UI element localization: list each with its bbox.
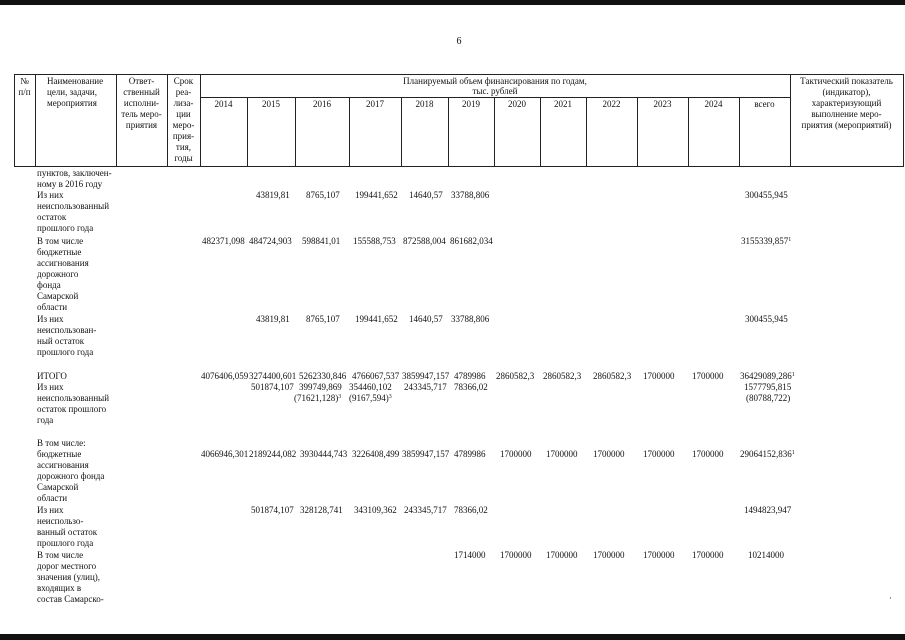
year-header: 2021 <box>554 99 572 109</box>
cell-2017: 3226408,499 <box>352 449 400 459</box>
cell-total: 10214000 <box>748 550 784 560</box>
cell-2019: 33788,806 <box>451 190 490 200</box>
col-header-funding-unit: тыс. рублей <box>472 86 518 96</box>
cell-2018: 3859947,157 <box>402 371 450 381</box>
cell-total: 29064152,836$^1$ <box>740 449 795 459</box>
row-label: Из них неиспользованный остаток прошлого года <box>37 190 110 233</box>
row-label-total: ИТОГО <box>37 371 67 381</box>
footnote-marker: 1 <box>788 237 792 243</box>
cell-2019: 1714000 <box>454 550 486 560</box>
col-header-name: Наименование цели, задачи, мероприятия <box>47 76 104 108</box>
cell-2015: 43819,81 <box>256 190 290 200</box>
cell-2019: 78366,02 <box>454 382 488 392</box>
cell-2022: 1700000 <box>593 449 625 459</box>
row-label: В том числе бюджетные ассигнования дорожного фонда Самарской области <box>37 236 89 312</box>
cell-2017: 343109,362 <box>354 505 397 515</box>
year-header: 2015 <box>262 99 280 109</box>
col-border <box>35 74 36 166</box>
cell-2023: 1700000 <box>643 371 675 381</box>
cell-2017: 354460,102 <box>349 382 392 392</box>
year-header: 2014 <box>214 99 233 109</box>
cell-2022: 2860582,3 <box>593 371 632 381</box>
cell-2016: 328128,741 <box>300 505 343 515</box>
year-header: 2020 <box>508 99 526 109</box>
cell-2017: 155588,753 <box>353 236 396 246</box>
cell-2018: 14640,57 <box>409 314 443 324</box>
cell-2018: 872588,004 <box>403 236 446 246</box>
cell-2016: 399749,869 <box>299 382 342 392</box>
cell-2019: 4789986 <box>454 449 486 459</box>
cell-2020: 2860582,3 <box>496 371 535 381</box>
cell-2017: 199441,652 <box>355 190 398 200</box>
row-label: Из них неиспользо- ванный остаток прошлого года <box>37 505 98 548</box>
cell-total: 300455,945 <box>745 314 788 324</box>
year-header: 2019 <box>462 99 480 109</box>
top-scan-border <box>0 0 905 5</box>
scan-speck: · <box>889 593 892 603</box>
header-top-border <box>14 74 904 75</box>
cell-2021: 2860582,3 <box>543 371 582 381</box>
header-bottom-border <box>14 166 904 167</box>
cell-2017: 199441,652 <box>355 314 398 324</box>
cell-2020: 1700000 <box>500 550 532 560</box>
cell-2016: 3930444,743 <box>300 449 348 459</box>
cell-2019: 78366,02 <box>454 505 488 515</box>
cell-2023: 1700000 <box>643 550 675 560</box>
footnote-marker: 1 <box>791 450 795 456</box>
cell-total: 3155339,857$^1$ <box>741 236 792 246</box>
col-header-indicator: Тактический показатель (индикатор), характеризующий выполнение меро- приятия (мероприятий) <box>800 76 893 130</box>
cell-2016-sub: $(71621,128)^3$ <box>294 393 342 403</box>
cell-2018: 3859947,157 <box>402 449 450 459</box>
cell-2017: 4766067,537 <box>352 371 400 381</box>
year-header: всего <box>754 99 775 109</box>
col-border <box>903 74 904 166</box>
year-header: 2018 <box>415 99 434 109</box>
row-label: В том числе: бюджетные ассигнования дорожного фонда Самарской области <box>37 438 105 503</box>
cell-2021: 1700000 <box>546 550 578 560</box>
cell-2015: 43819,81 <box>256 314 290 324</box>
cell-2024: 1700000 <box>692 371 724 381</box>
cell-2015: 2189244,082 <box>249 449 297 459</box>
cell-total: 1494823,947 <box>744 505 792 515</box>
row-label: пунктов, заключен- ному в 2016 году <box>37 168 112 189</box>
page-number: 6 <box>456 36 462 47</box>
cell-2015: 501874,107 <box>251 505 294 515</box>
cell-total: 300455,945 <box>745 190 788 200</box>
cell-total-sub: (80788,722) <box>746 393 791 403</box>
cell-2017-sub: $(9167,594)^3$ <box>349 393 392 403</box>
years-divider <box>200 97 790 98</box>
cell-2016: 598841,01 <box>302 236 341 246</box>
cell-2018: 14640,57 <box>409 190 443 200</box>
year-header: 2022 <box>602 99 621 109</box>
cell-2015: 3274400,601 <box>249 371 297 381</box>
cell-2014: 482371,098 <box>202 236 245 246</box>
cell-2024: 1700000 <box>692 550 724 560</box>
cell-2014: 4066946,301 <box>201 449 249 459</box>
cell-2021: 1700000 <box>546 449 578 459</box>
cell-2019: 33788,806 <box>451 314 490 324</box>
cell-2016: 8765,107 <box>306 190 340 200</box>
cell-2020: 1700000 <box>500 449 532 459</box>
year-header: 2023 <box>653 99 672 109</box>
cell-2023: 1700000 <box>643 449 675 459</box>
cell-2014: 4076406,059 <box>201 371 249 381</box>
col-header-number: № п/п <box>18 76 31 97</box>
col-header-funding-title: Планируемый объем финансирования по годам, <box>403 76 587 86</box>
cell-total: 1577795,815 <box>744 382 792 392</box>
year-header: 2016 <box>313 99 331 109</box>
bottom-scan-border <box>0 634 905 640</box>
cell-2022: 1700000 <box>593 550 625 560</box>
footnote-marker: 3 <box>388 394 392 400</box>
row-label: В том числе дорог местного значения (улиц), входящих в состав Самарско- <box>37 550 104 604</box>
footnote-marker: 3 <box>338 394 342 400</box>
col-header-term: Срок реа- лиза- ции меро- прия- тия, годы <box>172 76 195 163</box>
cell-2015: 501874,107 <box>251 382 294 392</box>
cell-2024: 1700000 <box>692 449 724 459</box>
cell-2018: 243345,717 <box>404 382 447 392</box>
footnote-marker: 1 <box>791 372 795 378</box>
year-header: 2017 <box>366 99 384 109</box>
col-header-responsible: Ответ- ственный исполни- тель меро- приятия <box>121 76 162 130</box>
row-label: Из них неиспользованный остаток прошлого года <box>37 382 110 425</box>
cell-2019: 4789986 <box>454 371 486 381</box>
cell-2016: 8765,107 <box>306 314 340 324</box>
cell-total: 36429089,286$^1$ <box>740 371 795 381</box>
year-header: 2024 <box>704 99 723 109</box>
cell-2015: 484724,903 <box>249 236 292 246</box>
cell-2018: 243345,717 <box>404 505 447 515</box>
cell-2016: 5262330,846 <box>299 371 347 381</box>
row-label: Из них неиспользован- ный остаток прошлого года <box>37 314 97 357</box>
cell-2019: 861682,034 <box>450 236 493 246</box>
